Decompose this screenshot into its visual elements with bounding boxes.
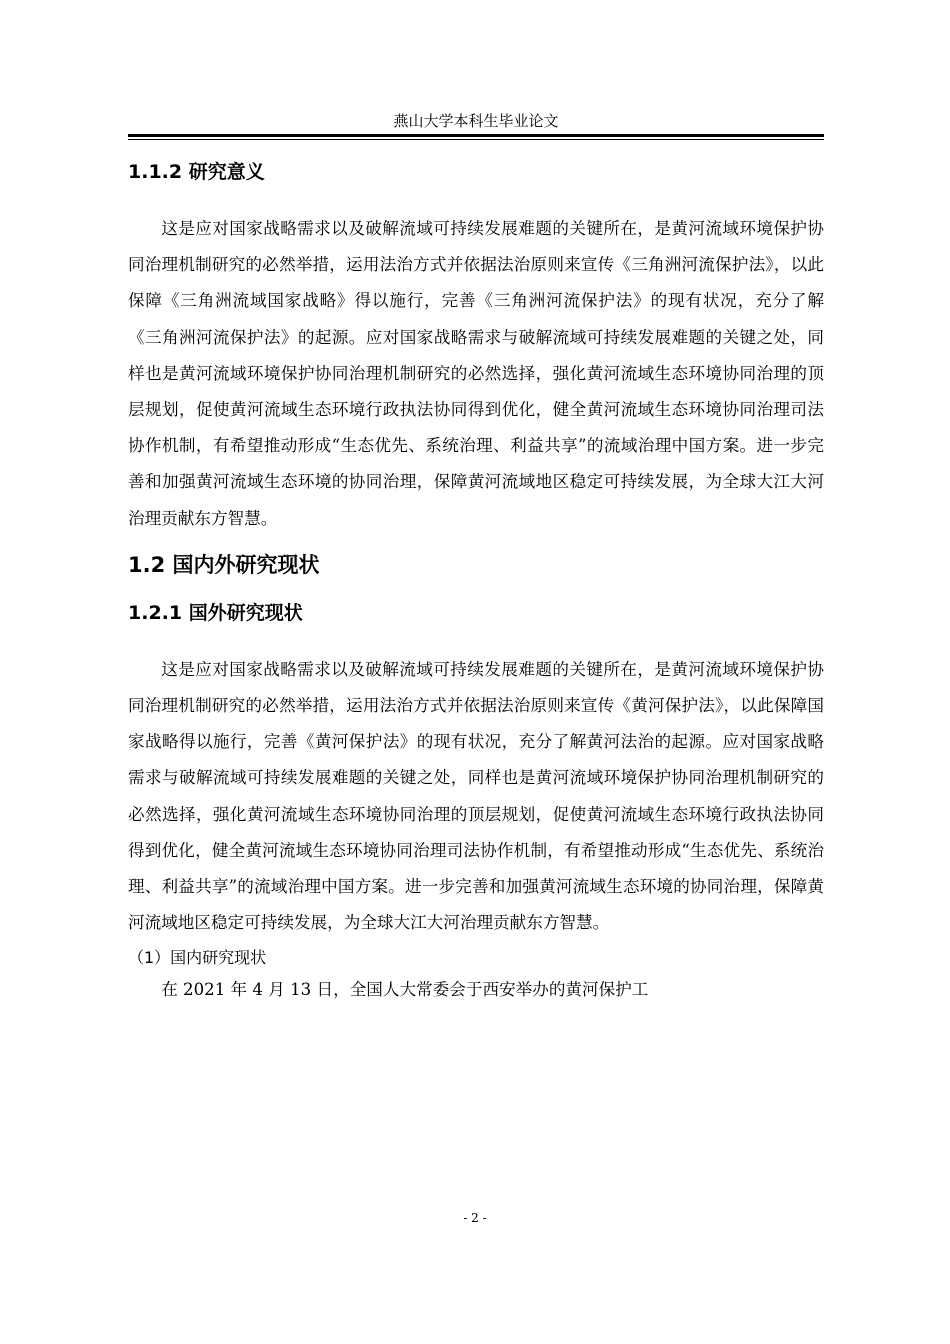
section-heading-1-1-2: 1.1.2 研究意义 <box>128 161 265 183</box>
paragraph-research-significance: 这是应对国家战略需求以及破解流域可持续发展难题的关键所在，是黄河流域环境保护协同治理机制研究的必然举措，运用法治方式并依据法治原则来宣传《三角洲河流保护法》，以此保障《三角洲流域国家战略》得以施行，完善《三角洲河流保护法》的现有状况，充分了解《三角洲河流保护法》的起源。应对国家战略需求与破解流域可持续发展难题的关键之处，同样也是黄河流域环境保护协同治理机制研究的必然选择，强化黄河流域生态环境协同治理的顶层规划，促使黄河流域生态环境行政执法协同得到优化，健全黄河流域生态环境协同治理司法协作机制，有希望推动形成“生态优先、系统治理、利益共享”的流域治理中国方案。进一步完善和加强黄河流域生态环境的协同治理，保障黄河流域地区稳定可持续发展，为全球大江大河治理贡献东方智慧。 <box>128 219 824 528</box>
page-number: - 2 - <box>463 1211 487 1225</box>
paragraph-foreign-research: 这是应对国家战略需求以及破解流域可持续发展难题的关键所在，是黄河流域环境保护协同治理机制研究的必然举措，运用法治方式并依据法治原则来宣传《黄河保护法》，以此保障国家战略得以施行，完善《黄河保护法》的现有状况，充分了解黄河法治的起源。应对国家战略需求与破解流域可持续发展难题的关键之处，同样也是黄河流域环境保护协同治理机制研究的必然选择，强化黄河流域生态环境协同治理的顶层规划，促使黄河流域生态环境行政执法协同得到优化，健全黄河流域生态环境协同治理司法协作机制，有希望推动形成“生态优先、系统治理、利益共享”的流域治理中国方案。进一步完善和加强黄河流域生态环境的协同治理，保障黄河流域地区稳定可持续发展，为全球大江大河治理贡献东方智慧。 <box>128 659 824 933</box>
section-heading-1-2-1: 1.2.1 国外研究现状 <box>128 601 303 624</box>
header-rule-thick <box>128 134 824 137</box>
subsection-label-domestic: （1）国内研究现状 <box>128 948 267 968</box>
page-header-title: 燕山大学本科生毕业论文 <box>393 112 559 130</box>
paragraph-domestic-research: 在 2021 年 4 月 13 日，全国人大常委会于西安举办的黄河保护工 <box>161 980 649 1000</box>
header-rule-thin <box>128 139 824 140</box>
section-heading-1-2: 1.2 国内外研究现状 <box>128 552 320 577</box>
document-body <box>128 158 824 1009</box>
